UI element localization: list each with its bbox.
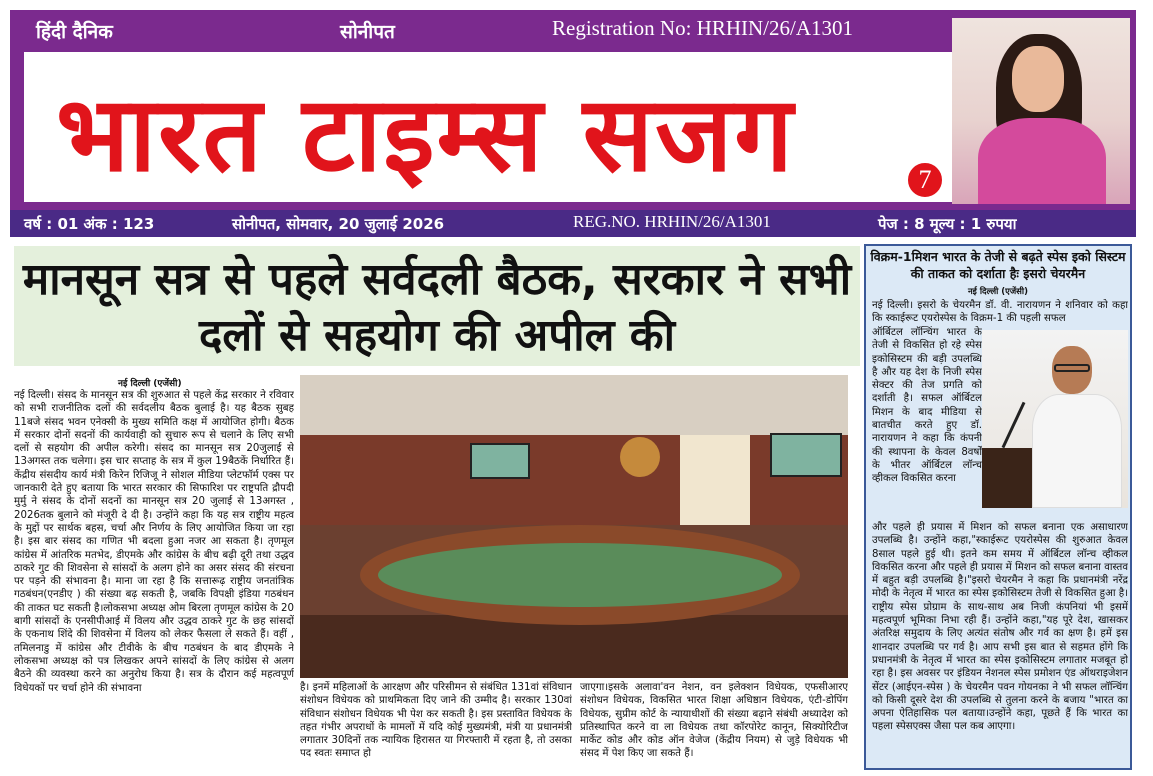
- reg-no: REG.NO. HRHIN/26/A1301: [573, 212, 771, 231]
- headline-box: [14, 246, 860, 366]
- page-number-badge: 7: [906, 161, 944, 199]
- page-price: पेज : 8 मूल्य : 1 रुपया: [878, 215, 1017, 233]
- place-date: सोनीपत, सोमवार, 20 जुलाई 2026: [232, 215, 445, 233]
- side-dateline: नई दिल्ली (एजेंसी): [967, 287, 1029, 297]
- city-label: सोनीपत: [340, 21, 395, 43]
- masthead: [10, 10, 1136, 210]
- article-continuation-left: है। इनमें महिलाओं के आरक्षण और परिसीमन से संबंधित 131वां संविधान संशोधन विधेयक को प्राथमिकता दिए जाने की उम्मीद है। सरकार 130वां संविधान संशोधन विधेयक भी पेश कर सकती है। इस प्रस्तावित विधेयक के तहत गंभीर अपराधों के मामलों में यदि कोई मुख्यमंत्री, मंत्री या प्रधानमंत्री लगातार 30दिनों तक न्यायिक हिरासत या गिरफ्तारी में रहता है, तो उसका पद स्वतः समाप्त हो: [300, 682, 572, 760]
- masthead-title-panel: [24, 52, 952, 202]
- side-headline: विक्रम-1मिशन भारत के तेजी से बढ़ते स्पेस इको सिस्टम की ताकत को दर्शाता हैः इसरो चेयरमैन: [870, 249, 1126, 281]
- main-article-body: नई दिल्ली। संसद के मानसून सत्र की शुरुआत से पहले केंद्र सरकार ने रविवार को सभी राजनीतिक दलों की सर्वदलीय बैठक बुलाई है। यह बैठक सुबह 11बजे संसद भवन एनेक्सी के मुख्य समिति कक्ष में आयोजित होगी। बैठक में सरकार दोनों सदनों की कार्यवाही को सुचारु रूप से चलाने के लिए सभी दलों से सहयोग की अपील करेगी। संसद का मानसून सत्र 20जुलाई से 13अगस्त तक चलेगा। इस चार सप्ताह के सत्र में कुल 19बैठकें निर्धारित हैं। केंद्रीय संसदीय कार्य मंत्री किरेन रिजिजू ने सोशल मीडिया प्लेटफॉर्म एक्स पर जानकारी देते हुए बताया कि भारत सरकार की सिफारिश पर राष्ट्रपति द्रौपदी मुर्मु ने संसद के दोनों सदनों का मानसून सत्र 20 जुलाई से 13अगस्त , 2026तक बुलाने को मंजूरी दे दी है। उन्होंने कहा कि यह सत्र राष्ट्रीय महत्व के मुद्दों पर सार्थक बहस, चर्चा और निर्णय के लिए आयोजित किया जा रहा है। इस बार संसद का गणित भी बदला हुआ नजर आ सकता है। तृणमूल कांग्रेस में आंतरिक मतभेद, डीएमके और कांग्रेस के बीच बढ़ी दूरी तथा उद्धव ठाकरे गुट की शिवसेना से सांसदों के अलग होने का असर संसद की संरचना पर पड़ने की संभावना है। माना जा रहा है कि सत्तारूढ़ राष्ट्रीय जनतांत्रिक गठबंधन(एनडीए ) की संख्या बढ़ सकती है, जबकि विपक्षी इंडिया गठबंधन की ताकत घट सकती है।लोकसभा अध्यक्ष ओम बिरला तृणमूल कांग्रेस के 20 बागी सांसदों के एनसीपीआई में विलय और उद्धव ठाकरे गुट के छह सांसदों के एकनाथ शिंदे की शिवसेना में विलय को लेकर फैसला ले सकते हैं। वहीं , तमिलनाडु में कांग्रेस और टीवीके के बीच गठबंधन के बाद डीएमके ने लोकसभा अध्यक्ष को पत्र लिखकर अपने सांसदों के लिए कांग्रेस से अलग बैठने की व्यवस्था करने का अनुरोध किया है। सत्र के दौरान कई महत्वपूर्ण विधेयकों पर चर्चा होने की संभावना: [14, 390, 294, 694]
- side-article-box: [864, 244, 1132, 770]
- side-article-narrow-column: ऑर्बिटल लॉन्चिंग भारत के तेजी से विकसित हो रहे स्पेस इकोसिस्टम की बड़ी उपलब्धि है और यह देश के निजी स्पेस सेक्टर की तेज प्रगति को दर्शाती है। सफल ऑर्बिटल मिशन के बाद मीडिया से बातचीत करते हुए डॉ. नारायणन ने कहा कि कंपनी की स्थापना के केवल 8वर्षों के भीतर ऑर्बिटल लॉन्च व्हीकल विकसित करना: [872, 327, 982, 485]
- main-dateline: नई दिल्ली (एजेंसी): [118, 379, 182, 389]
- parliament-meeting-photo: [300, 375, 848, 678]
- side-article-intro: नई दिल्ली। इसरो के चेयरमैन डॉ. वी. नारायणन ने शनिवार को कहा कि स्काईरूट एयरोस्पेस के विक्रम-1 की पहली सफल: [872, 300, 1128, 325]
- newspaper-name: भारत टाइम्स सजग: [56, 73, 795, 195]
- article-continuation-right: जाएगा।इसके अलावा'वन नेशन, वन इलेक्शन विधेयक, एफसीआरए संशोधन विधेयक, विकसित भारत शिक्षा अधिष्ठान विधेयक, एंटी-डोपिंग विधेयक, सुप्रीम कोर्ट के न्यायाधीशों की संख्या बढ़ाने संबंधी अध्यादेश को प्रतिस्थापित करने वा ला विधेयक तथा कॉरपोरेट कानून, सिक्योरिटीज मार्केट कोड और कोड ऑन वेजेज (केंद्रीय नियम) से जुड़े विधेयक भी संसद में पेश किए जा सकते हैं।: [580, 682, 848, 760]
- daily-label: हिंदी दैनिक: [36, 21, 113, 43]
- main-headline: मानसून सत्र से पहले सर्वदली बैठक, सरकार ने सभी दलों से सहयोग की अपील की: [22, 254, 852, 361]
- masthead-portrait-photo: [952, 18, 1130, 204]
- side-article-body: और पहले ही प्रयास में मिशन को सफल बनाना एक असाधारण उपलब्धि है। उन्होंने कहा,"स्काईरूट एयरोस्पेस की शुरुआत केवल 8साल पहले हुई थी। इतने कम समय में ऑर्बिटल लॉन्च व्हीकल विकसित करना और पहले ही प्रयास में मिशन को सफल बनाना वास्तव में बहुत बड़ी उपलब्धि है।"इसरो चेयरमैन ने कहा कि प्रधानमंत्री नरेंद्र मोदी के नेतृत्व में भारत का स्पेस इकोसिस्टम तेजी से विकसित हुआ है। राष्ट्रीय स्पेस प्रोग्राम के साथ-साथ अब निजी कंपनियां भी इसमें महत्वपूर्ण भूमिका निभा रही हैं। उन्होंने कहा,"यह पूरे देश, खासकर अंतरिक्ष समुदाय के लिए अत्यंत संतोष और गर्व का क्षण है। हमें इस शानदार उपलब्धि पर गर्व है। आप सभी इस बात से सहमत होंगे कि प्रधानमंत्री के नेतृत्व में भारत का स्पेस इकोसिस्टम लगातार मजबूत हो रहा है। इस अवसर पर इंडियन नेशनल स्पेस प्रमोशन एंड ऑथराइजेशन सेंटर (आईएन-स्पेस ) के चेयरमैन पवन गोयनका ने भी सफल लॉन्चिंग को किसी दूसरे देश की उपलब्धि से तुलना करने के बजाय "भारत का अपना ऐतिहासिक पल बताया।उन्होंने कहा, पूछते हैं कि भारत का पहला स्पेसएक्स जैसा पल कब आएगा।: [872, 522, 1128, 733]
- year-issue: वर्ष : 01 अंक : 123: [24, 215, 155, 233]
- info-strip: [10, 210, 1136, 237]
- registration-number: Registration No: HRHIN/26/A1301: [552, 16, 853, 40]
- masthead-top-bar: [10, 10, 945, 50]
- isro-chairman-photo: [982, 330, 1128, 508]
